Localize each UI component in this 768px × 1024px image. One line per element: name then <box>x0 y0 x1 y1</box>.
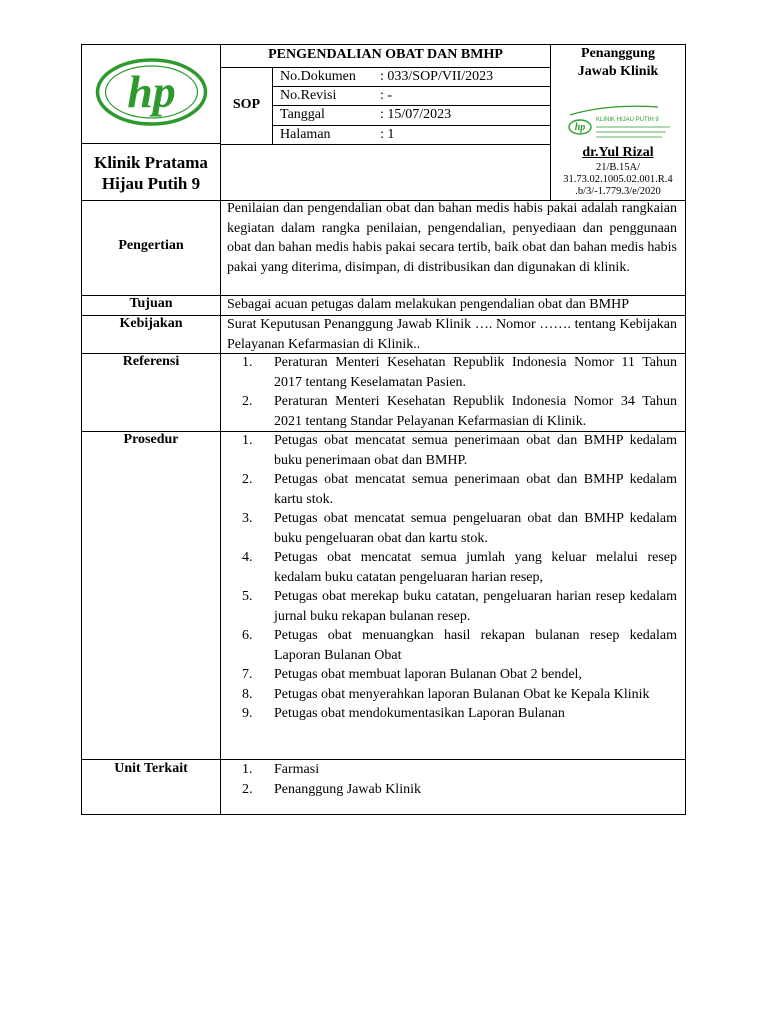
label-unit-terkait: Unit Terkait <box>114 761 188 776</box>
list-item: 1. Farmasi <box>242 762 320 777</box>
list-item: 9. Petugas obat mendokumentasikan Laporan Bulanan <box>242 706 565 721</box>
list-item: 2. Petugas obat mencatat semua penerimaan obat dan BMHP kedalam kartu stok. <box>242 472 677 507</box>
label-tujuan: Tujuan <box>129 296 173 311</box>
list-unit-terkait <box>242 760 677 799</box>
list-item: 4. Petugas obat mencatat semua jumlah yang keluar melalui resep kedalam buku catatan pengeluaran harian resep, <box>242 550 677 585</box>
logo-text: hp <box>127 66 176 117</box>
meta-value-tanggal: : 15/07/2023 <box>380 107 452 122</box>
table-border-right <box>685 44 686 815</box>
logo-box-bottom <box>81 143 221 144</box>
label-kebijakan: Kebijakan <box>119 316 183 331</box>
meta-value-revisi: : - <box>380 88 393 103</box>
clinic-name-line1: Klinik Pratama <box>94 153 208 172</box>
license-line2: 31.73.02.1005.02.001.R.4 <box>563 174 673 185</box>
svg-text:KLINIK HIJAU PUTIH 9: KLINIK HIJAU PUTIH 9 <box>596 117 659 123</box>
doctor-name: dr.Yul Rizal <box>582 145 654 160</box>
meta-label-revisi: No.Revisi <box>280 88 337 103</box>
license-line3: .b/3/-1.779.3/e/2020 <box>575 186 661 197</box>
text-tujuan: Sebagai acuan petugas dalam melakukan pengendalian obat dan BMHP <box>227 297 629 312</box>
list-item: 7. Petugas obat membuat laporan Bulanan Obat 2 bendel, <box>242 667 582 682</box>
meta-value-dokumen: : 033/SOP/VII/2023 <box>380 69 494 84</box>
text-pengertian: Penilaian dan pengendalian obat dan bahan medis habis pakai adalah rangkaian kegiatan dalam rangka penilaian, pengendalian, penyediaan dan penggunaan obat dan bahan medis habis pakai secara tertib, baik obat dan bahan medis habis pakai yang diterima, disimpan, di distribusikan dan digunakan di klinik. <box>227 201 677 275</box>
list-item: 1. Petugas obat mencatat semua penerimaan obat dan BMHP kedalam buku penerimaan obat dan BMHP. <box>242 433 677 468</box>
meta-row-line-4 <box>220 144 551 145</box>
list-item: 8. Petugas obat menyerahkan laporan Bulanan Obat ke Kepala Klinik <box>242 686 650 702</box>
list-item: 5. Petugas obat merekap buku catatan, pengeluaran harian resep kedalam jurnal buku rekapan bulanan resep. <box>242 589 677 624</box>
stamp-signature-icon <box>566 103 676 145</box>
document-title: PENGENDALIAN OBAT DAN BMHP <box>268 47 503 62</box>
meta-label-dokumen: No.Dokumen <box>280 69 356 84</box>
column-divider <box>220 44 221 815</box>
list-item: 3. Petugas obat mencatat semua pengeluaran obat dan BMHP kedalam buku pengeluaran obat dan kartu stok. <box>242 511 677 546</box>
sop-label: SOP <box>232 97 261 112</box>
list-item: 2. Peraturan Menteri Kesehatan Republik Indonesia Nomor 34 Tahun 2021 tentang Standar Pelayanan Kefarmasian di Klinik. <box>242 394 677 429</box>
responsible-title-line2: Jawab Klinik <box>577 64 659 79</box>
label-prosedur: Prosedur <box>123 432 179 447</box>
license-number <box>551 162 685 198</box>
clinic-name <box>82 152 220 194</box>
license-line1: 21/B.15A/ <box>595 162 641 173</box>
list-referensi <box>242 353 677 431</box>
clinic-logo <box>95 57 208 127</box>
table-border-bottom <box>81 814 686 815</box>
list-prosedur <box>242 431 677 724</box>
logo-emblem-icon <box>95 57 208 127</box>
list-item: 1. Peraturan Menteri Kesehatan Republik Indonesia Nomor 11 Tahun 2017 tentang Keselamatan Pasien. <box>242 355 677 390</box>
responsible-title <box>551 45 685 81</box>
meta-label-tanggal: Tanggal <box>280 107 325 122</box>
list-item: 2. Penanggung Jawab Klinik <box>242 781 421 797</box>
text-kebijakan: Surat Keputusan Penanggung Jawab Klinik …. Nomor ……. tentang Kebijakan Pelayanan Kefarmasian di Klinik.. <box>227 317 677 352</box>
label-referensi: Referensi <box>122 354 180 369</box>
clinic-stamp <box>566 103 676 145</box>
clinic-name-line2: Hijau Putih 9 <box>101 174 201 193</box>
svg-text:hp: hp <box>574 122 586 133</box>
responsible-title-line1: Penanggung <box>581 46 655 61</box>
meta-label-halaman: Halaman <box>280 127 331 142</box>
label-pengertian: Pengertian <box>118 238 184 253</box>
list-item: 6. Petugas obat menuangkan hasil rekapan bulanan resep kedalam Laporan Bulanan Obat <box>242 628 677 663</box>
meta-value-halaman: : 1 <box>380 127 395 142</box>
